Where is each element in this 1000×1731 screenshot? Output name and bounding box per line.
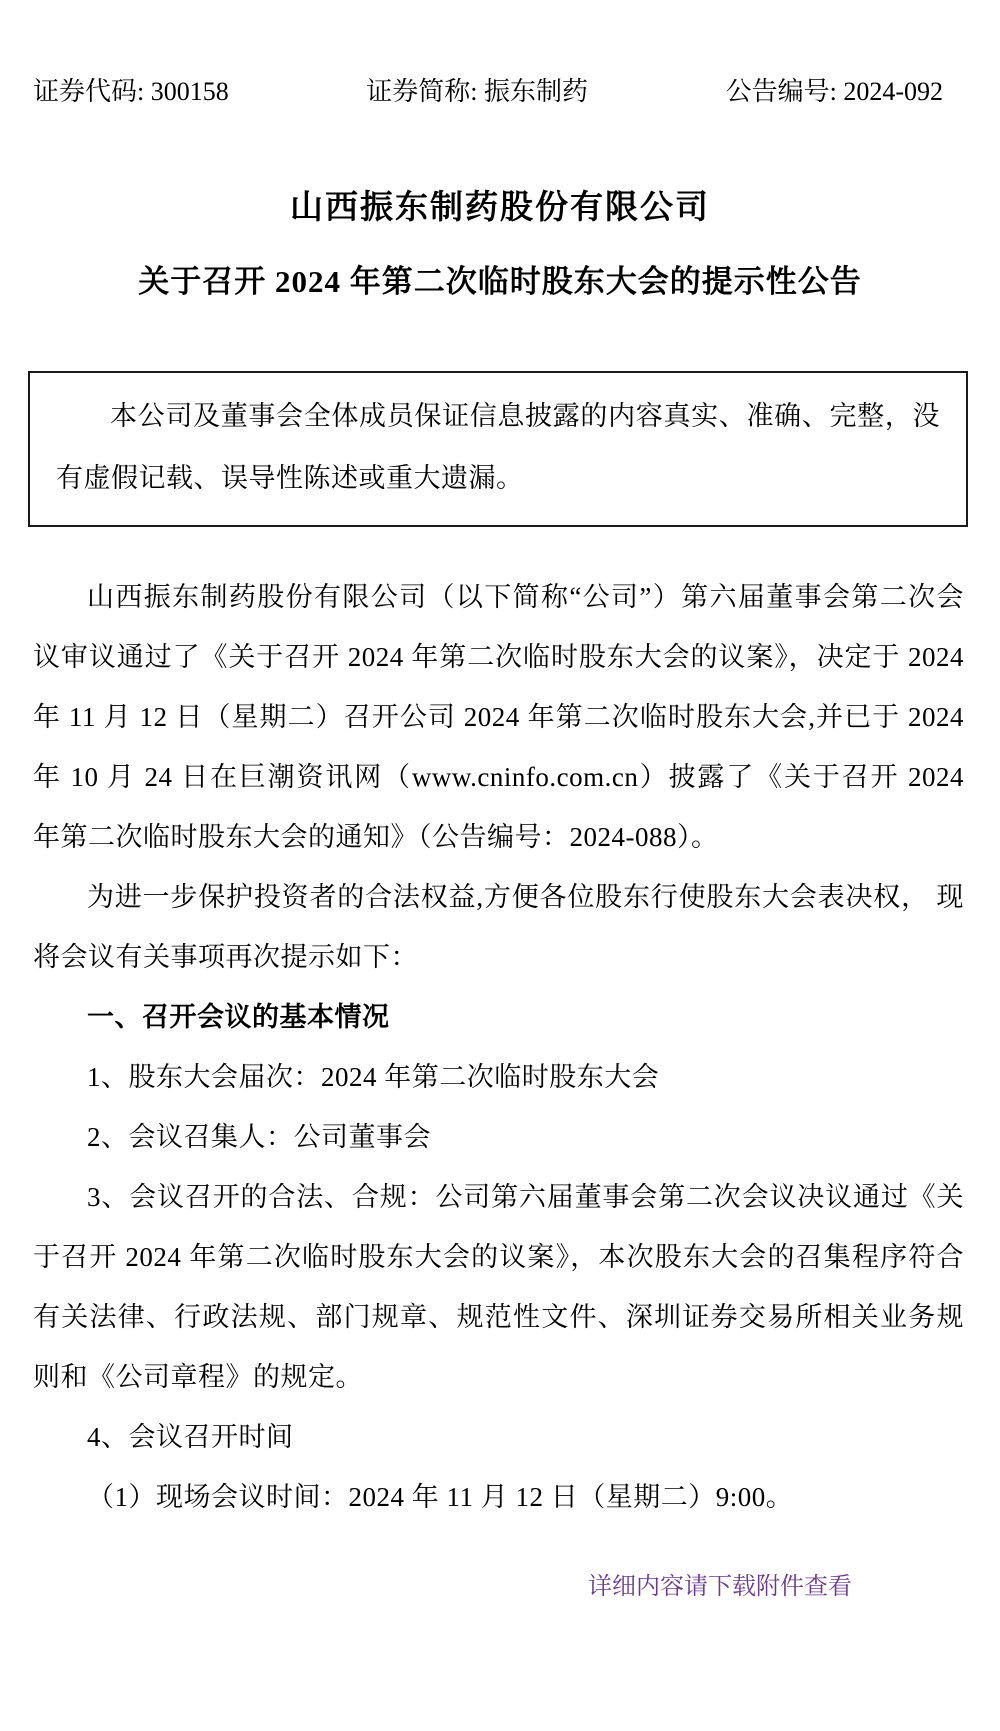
company-title: 山西振东制药股份有限公司 [290, 190, 710, 226]
disclaimer-text: 本公司及董事会全体成员保证信息披露的内容真实、准确、完整，没有虚假记载、误导性陈述或重大遗漏。 [56, 401, 940, 493]
announcement-number-label: 公告编号: 2024-092 [725, 77, 943, 106]
body-paragraph-2: 为进一步保护投资者的合法权益,方便各位股东行使股东大会表决权， 现将会议有关事项再次提示如下： [33, 882, 964, 972]
stock-name-label: 证券简称: 振东制药 [366, 77, 589, 106]
body-paragraph-1: 山西振东制药股份有限公司（以下简称“公司”）第六届董事会第二次会议审议通过了《关于召开 2024 年第二次临时股东大会的议案》，决定于 2024 年 11 月 12 日（星期二）召开公司 2024 年第二次临时股东大会,并已于 2024 年 10 月 24 日在巨潮资讯网（www.cninfo.com.cn）披露了《关于召开 2024 年第二次临时股东大会的通知》（公告编号：2024-088）。 [33, 582, 964, 852]
section1-item-4-sub-1: （1）现场会议时间：2024 年 11 月 12 日（星期二）9:00。 [87, 1482, 794, 1512]
announcement-subtitle: 关于召开 2024 年第二次临时股东大会的提示性公告 [138, 264, 862, 299]
section-heading-1: 一、召开会议的基本情况 [87, 1002, 390, 1032]
disclaimer-box [28, 371, 968, 527]
section1-item-4: 4、会议召开时间 [87, 1422, 294, 1452]
document-body [33, 567, 964, 1527]
section1-item-2: 2、会议召集人：公司董事会 [87, 1122, 431, 1152]
attachment-download-link[interactable]: 详细内容请下载附件查看 [588, 1573, 852, 1600]
section1-item-1: 1、股东大会届次：2024 年第二次临时股东大会 [87, 1062, 660, 1092]
stock-code-label: 证券代码: 300158 [33, 77, 229, 106]
section1-item-3: 3、会议召开的合法、合规：公司第六届董事会第二次会议决议通过《关于召开 2024 年第二次临时股东大会的议案》，本次股东大会的召集程序符合有关法律、行政法规、部门规章、规范性文件、深圳证券交易所相关业务规则和《公司章程》的规定。 [33, 1182, 964, 1392]
document-header [0, 74, 1000, 110]
